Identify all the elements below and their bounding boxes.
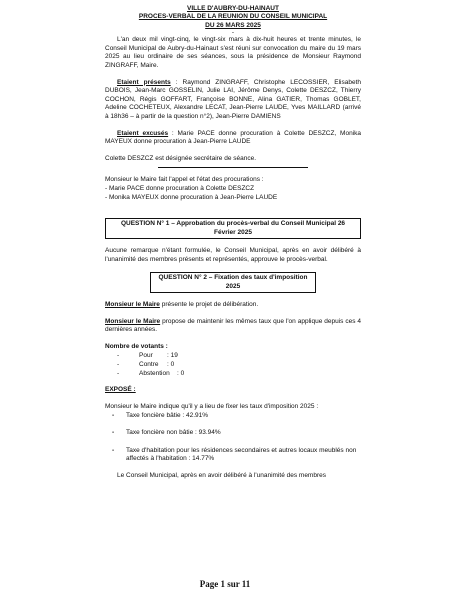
excuses-label: Etaient excusés — [117, 129, 169, 137]
vote-contre: - Contre : 0 — [117, 360, 361, 369]
excuses-paragraph — [105, 130, 361, 147]
procuration-line-1: - Marie PACE donne procuration à Colette DESZCZ — [105, 184, 255, 192]
title-dash: - — [231, 29, 235, 37]
tax-rate-item: - Taxe foncière non bâtie : 93.94% — [112, 429, 361, 438]
expose-text: Monsieur le Maire indique qu'il y a lieu de fixer les taux d'imposition 2025 : — [105, 402, 319, 410]
town-heading: VILLE D'AUBRY-DU-HAINAUT — [187, 5, 279, 12]
question-1-title: QUESTION N° 1 – Approbation du procès-verbal du Conseil Municipal 26 Février 2025 — [105, 218, 361, 239]
appel-line: Monsieur le Maire fait l'appel et l'état des procurations : — [105, 176, 264, 184]
maire-label-2: Monsieur le Maire — [105, 317, 161, 325]
document-body — [105, 5, 361, 480]
maire-label-1: Monsieur le Maire — [105, 300, 160, 308]
votants-label: Nombre de votants : — [105, 342, 168, 350]
presents-label: Etaient présents — [117, 78, 171, 86]
excuses-list: : Marie PACE donne procuration à Colette DESZCZ, Monika MAYEUX donne procuration à Jean-Pierre LAUDE — [105, 129, 362, 146]
conclusion-text: Le Conseil Municipal, après en avoir délibéré à l'unanimité des membres — [117, 471, 326, 479]
tax-rate-item: - Taxe d'habitation pour les résidences secondaires et autres locaux meublés non affectés à l'habitation : 14.77% — [112, 447, 361, 464]
question-2-paragraph-1: Monsieur le Maire présente le projet de délibération. — [105, 300, 259, 308]
presents-paragraph — [105, 79, 361, 122]
page-number: Page 1 sur 11 — [199, 579, 251, 589]
intro-paragraph: L'an deux mil vingt-cinq, le vingt-six mars à dix-huit heures et trente minutes, le Conseil Municipal de Aubry-du-Hainaut s'est réuni sur convocation du maire du 19 mars 2025 au lieu ordinaire de ses séances, sous la présidence de Monsieur Raymond ZINGRAFF, Maire. — [105, 36, 361, 69]
procuration-line-2: - Monika MAYEUX donne procuration à Jean-Pierre LAUDE — [105, 193, 278, 201]
question-1-text: Aucune remarque n'étant formulée, le Conseil Municipal, après en avoir délibéré à l'unanimité des membres présents et représentés, approuve le procès-verbal. — [105, 246, 361, 263]
expose-heading: EXPOSÉ : — [105, 386, 136, 394]
secretary-line: Colette DESZCZ est désignée secrétaire de séance. — [105, 154, 257, 162]
presents-list: : Raymond ZINGRAFF, Christophe LECOSSIER, Elisabeth DUBOIS, Jean-Marc GOSSELIN, Julie LAI, Jérôme Denys, Colette DESZCZ, Thierry COCHON, Régis GOFFART, Françoise BONNE, Alina GATIER, Thomas GOBLET, Adeline COCHETEUX, Alexandre LECAT, Jean-Pierre LAUDE, Yves MAILLARD (arrivé à 18h36 – à partir de la question n°2), Jean-Pierre DAMIENS — [105, 78, 361, 120]
vote-pour: - Pour : 19 — [117, 351, 361, 360]
question-2-title: QUESTION N° 2 – Fixation des taux d'imposition 2025 — [150, 272, 316, 293]
tax-rate-list — [105, 412, 361, 464]
document-title: PROCES-VERBAL DE LA REUNION DU CONSEIL MUNICIPAL — [138, 13, 328, 21]
question-2-paragraph-2: Monsieur le Maire propose de maintenir les mêmes taux que l'on applique depuis ces 4 dernières années. — [105, 317, 362, 334]
vote-list — [105, 351, 361, 378]
vote-abstention: - Abstention : 0 — [117, 369, 361, 378]
tax-rate-item: - Taxe foncière bâtie : 42.91% — [112, 412, 361, 421]
meeting-date: DU 26 MARS 2025 — [205, 21, 261, 29]
